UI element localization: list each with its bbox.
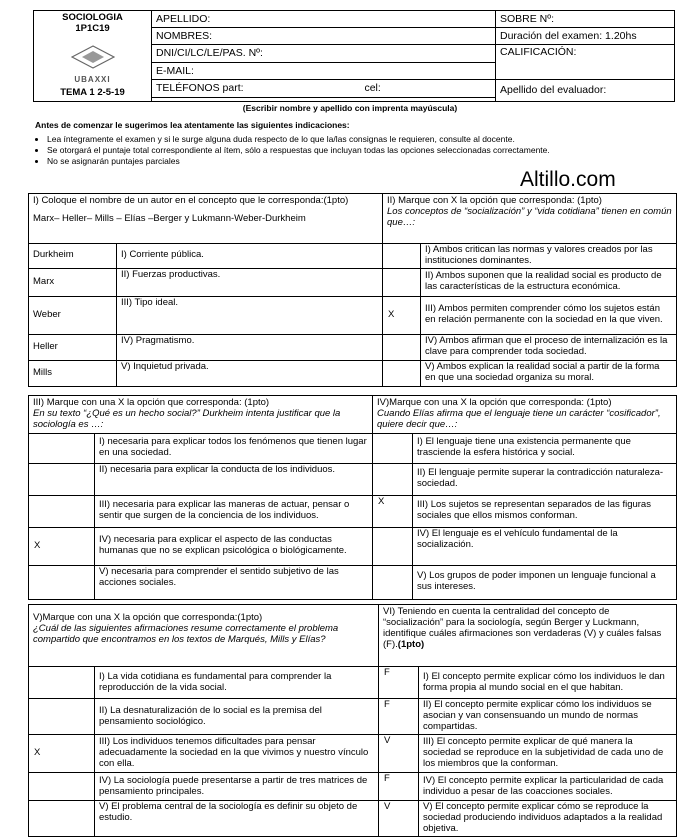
field-email[interactable]: E-MAIL: [152, 62, 496, 79]
q6-mark-cell[interactable]: F [379, 773, 419, 801]
q6-option: IV) El concepto permite explicar la particularidad de cada individuo a pesar de las coacciones sociales. [419, 773, 677, 801]
questions-5-6 [28, 604, 677, 837]
q3-option: II) necesaria para explicar la conducta de los individuos. [95, 463, 373, 495]
ubaxxi-logo-icon [71, 45, 115, 69]
q2-option: IV) Ambos afirman que el proceso de internalización es la clave para comprender toda sociedad. [421, 334, 677, 360]
q4-option: III) Los sujetos se representan separados de las figuras sociales que ellos mismos conforman. [413, 495, 677, 527]
questions-3-4 [28, 395, 677, 600]
q3-mark-cell[interactable] [29, 495, 95, 527]
header-note: (Escribir nombre y apellido con imprenta mayúscula) [242, 103, 458, 113]
q6-mark-cell[interactable]: V [379, 735, 419, 773]
tema-label: TEMA 1 2-5-19 [60, 86, 125, 98]
q2-mark-cell[interactable]: X [383, 296, 421, 334]
field-apellido[interactable]: APELLIDO: [152, 11, 496, 28]
q4-option: I) El lenguaje tiene una existencia permanente que trasciende la esfera histórica y social. [413, 433, 677, 463]
header-filler [152, 97, 496, 101]
field-nombres[interactable]: NOMBRES: [152, 28, 496, 45]
q3-header [29, 396, 373, 434]
q5-option: IV) La sociología puede presentarse a partir de tres matrices de pensamiento principales. [95, 773, 379, 801]
q6-mark-cell[interactable]: F [379, 699, 419, 735]
q1-concept: IV) Pragmatismo. [117, 334, 383, 360]
q5-mark-cell[interactable] [29, 801, 95, 837]
q5-mark-cell[interactable]: X [29, 735, 95, 773]
q2-option: V) Ambos explican la realidad social a partir de la forma en que una sociedad organiza su moral. [421, 360, 677, 386]
duration-label: Duración del examen: 1.20hs [496, 28, 675, 45]
instruction-item: • Lea íntegramente el examen y si le surge alguna duda respecto de lo que la/las consignas le requieren, consulte al docente. [47, 134, 675, 144]
field-calificacion[interactable]: CALIFICACIÓN: [496, 45, 675, 80]
q5-mark-cell[interactable] [29, 699, 95, 735]
q1-header [29, 194, 383, 244]
q6-points: (1pto) [397, 638, 425, 650]
q6-mark-cell[interactable]: V [379, 801, 419, 837]
q6-mark-cell[interactable]: F [379, 667, 419, 699]
q5-mark-cell[interactable] [29, 773, 95, 801]
q6-option: V) El concepto permite explicar cómo se reproduce la sociedad produciendo individuos adaptados a la realidad objetiva. [419, 801, 677, 837]
q3-option: I) necesaria para explicar todos los fenómenos que tienen lugar en una sociedad. [95, 433, 373, 463]
field-evaluador[interactable]: Apellido del evaluador: [496, 79, 675, 101]
q2-option: II) Ambos suponen que la realidad social es producto de las características de la estructura económica. [421, 268, 677, 296]
instructions [35, 120, 675, 167]
q2-header [383, 194, 677, 244]
q4-mark-cell[interactable] [373, 463, 413, 495]
q2-mark-cell[interactable] [383, 268, 421, 296]
q3-option: III) necesaria para explicar las maneras de actuar, pensar o sentir que surgen de la conciencia de los individuos. [95, 495, 373, 527]
q5-option: V) El problema central de la sociología es definir su objeto de estudio. [95, 801, 379, 837]
field-sobre[interactable]: SOBRE Nº: [496, 11, 675, 28]
q4-mark-cell[interactable] [373, 433, 413, 463]
q4-mark-cell[interactable] [373, 527, 413, 565]
course-name: SOCIOLOGIA [62, 12, 123, 23]
field-dni[interactable]: DNI/CI/LC/LE/PAS. Nº: [152, 45, 496, 63]
q3-mark-cell[interactable]: X [29, 527, 95, 565]
course-code: 1P1C19 [75, 22, 110, 34]
q1-author-cell[interactable]: Heller [29, 334, 117, 360]
q2-option: I) Ambos critican las normas y valores creados por las instituciones dominantes. [421, 244, 677, 269]
q2-option: III) Ambos permiten comprender cómo los sujetos están en relación permanente con la sociedad en la que viven. [421, 296, 677, 334]
q5-mark-cell[interactable] [29, 667, 95, 699]
q3-option: IV) necesaria para explicar el aspecto de las conductas humanas que no se explican psicológica o biológicamente. [95, 527, 373, 565]
q2-title: II) Marque con X la opción que corresponda: (1pto) [387, 195, 602, 206]
q4-option: II) El lenguaje permite superar la contradicción naturaleza-sociedad. [413, 463, 677, 495]
q6-option: II) El concepto permite explicar cómo los individuos se asocian y van consensuando un mundo de normas compartidas. [419, 699, 677, 735]
q4-option: IV) El lenguaje es el vehículo fundamental de la socialización. [413, 527, 677, 565]
q1-concept: II) Fuerzas productivas. [117, 268, 383, 296]
q3-prompt: En su texto “¿Qué es un hecho social?” Durkheim intenta justificar que la sociología es …: [33, 407, 341, 430]
course-cell [34, 11, 152, 102]
q4-prompt: Cuando Elías afirma que el lenguaje tiene un carácter “cosificador”, quiere decir que…: [377, 407, 661, 430]
q3-mark-cell[interactable] [29, 433, 95, 463]
instruction-item: • No se asignarán puntajes parciales [47, 156, 675, 166]
q1-author-cell[interactable]: Weber [29, 296, 117, 334]
watermark: Altillo.com [520, 168, 616, 191]
q2-mark-cell[interactable] [383, 360, 421, 386]
q1-author-cell[interactable]: Marx [29, 268, 117, 296]
exam-header [33, 10, 675, 102]
logo-text: UBAXXI [74, 74, 111, 84]
q6-header [379, 605, 677, 667]
q4-mark-cell[interactable] [373, 565, 413, 599]
q1-concept: V) Inquietud privada. [117, 360, 383, 386]
q5-title: V)Marque con una X la opción que corresponda:(1pto) [33, 612, 263, 623]
q1-authors: Marx– Heller– Mills – Elías –Berger y Lukmann-Weber-Durkheim [33, 212, 306, 224]
q1-concept: III) Tipo ideal. [117, 296, 383, 334]
q1-concept: I) Corriente pública. [117, 244, 383, 269]
instructions-list [35, 134, 675, 166]
q5-option: I) La vida cotidiana es fundamental para comprender la reproducción de la vida social. [95, 667, 379, 699]
q3-mark-cell[interactable] [29, 565, 95, 599]
q3-title: III) Marque con una X la opción que corresponda: (1pto) [33, 397, 270, 408]
q1-author-cell[interactable]: Durkheim [29, 244, 117, 269]
q1-title: I) Coloque el nombre de un autor en el concepto que le corresponda:(1pto) [33, 195, 349, 206]
q6-option: I) El concepto permite explicar cómo los individuos le dan forma propia al mundo social en el que habitan. [419, 667, 677, 699]
q4-option: V) Los grupos de poder imponen un lenguaje funcional a sus intereses. [413, 565, 677, 599]
q4-title: IV)Marque con una X la opción que corresponda: (1pto) [377, 397, 612, 408]
q4-header [373, 396, 677, 434]
q5-option: III) Los individuos tenemos dificultades para pensar adecuadamente la sociedad en la que vivimos y nuestro vínculo con ella. [95, 735, 379, 773]
q2-prompt: Los conceptos de “socialización” y “vida cotidiana” tienen en común que…: [387, 205, 672, 228]
q2-mark-cell[interactable] [383, 244, 421, 269]
q5-option: II) La desnaturalización de lo social es la premisa del pensamiento sociológico. [95, 699, 379, 735]
q4-mark-cell[interactable]: X [373, 495, 413, 527]
instructions-lead: Antes de comenzar le sugerimos lea atentamente las siguientes indicaciones: [35, 120, 350, 130]
field-telefonos[interactable] [152, 79, 496, 97]
cel-label: cel: [364, 82, 381, 95]
q6-title: VI) Teniendo en cuenta la centralidad del concepto de “socialización” para la sociología, según Berger y Luckmann, identifique cuáles afirmaciones son verdaderas (V) y cuáles falsas (F). [383, 606, 662, 650]
q1-author-cell[interactable]: Mills [29, 360, 117, 386]
questions-1-2 [28, 193, 677, 387]
q5-header [29, 605, 379, 667]
instruction-item: • Se otorgará el puntaje total correspondiente al ítem, sólo a respuestas que incluyan todas las opciones seleccionadas correctamente. [47, 145, 675, 155]
q3-option: V) necesaria para comprender el sentido subjetivo de las acciones sociales. [95, 565, 373, 599]
q2-mark-cell[interactable] [383, 334, 421, 360]
q6-option: III) El concepto permite explicar de qué manera la sociedad se reproduce en la subjetividad de cada uno de los miembros que la conforman. [419, 735, 677, 773]
telefonos-label: TELÉFONOS part: [156, 82, 244, 95]
q3-mark-cell[interactable] [29, 463, 95, 495]
q5-prompt: ¿Cuál de las siguientes afirmaciones resume correctamente el problema compartido que encontramos en los textos de Marqués, Mills y Elías? [33, 622, 339, 645]
